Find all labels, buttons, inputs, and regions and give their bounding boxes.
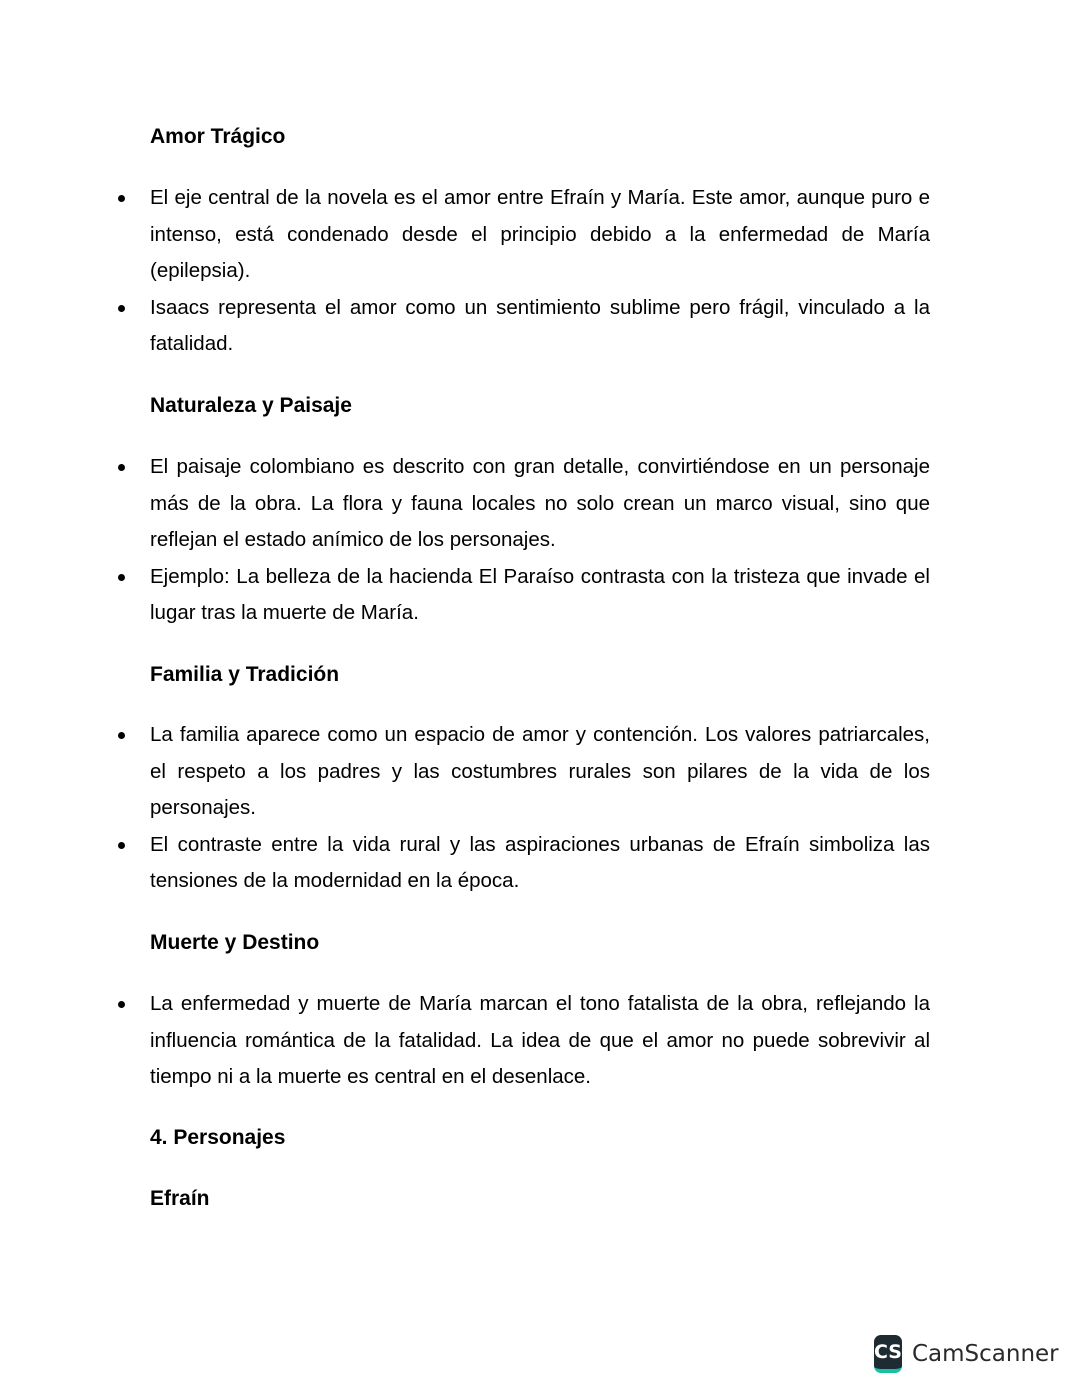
- bullet-icon: [118, 464, 125, 471]
- bullet-icon: [118, 1001, 125, 1008]
- list-item-text: Ejemplo: La belleza de la hacienda El Paraíso contrasta con la tristeza que invade el lugar tras la muerte de María.: [150, 564, 930, 625]
- camscanner-logo-icon: CS: [874, 1335, 902, 1373]
- list-item: [0, 827, 930, 900]
- bullet-icon: [118, 574, 125, 581]
- camscanner-watermark: [874, 1333, 1059, 1375]
- camscanner-wordmark: CamScanner: [911, 1341, 1059, 1367]
- heading-naturaleza-paisaje: Naturaleza y Paisaje: [150, 394, 352, 417]
- bullet-icon: [118, 305, 125, 312]
- heading-amor-tragico: Amor Trágico: [150, 125, 286, 148]
- list-item: [0, 717, 930, 827]
- list-item-text: Isaacs representa el amor como un sentimiento sublime pero frágil, vinculado a la fatalidad.: [150, 295, 930, 356]
- list-item: [0, 986, 930, 1096]
- heading-familia-tradicion: Familia y Tradición: [150, 663, 340, 686]
- list-item-text: La familia aparece como un espacio de amor y contención. Los valores patriarcales, el respeto a los padres y las costumbres rurales son pilares de la vida de los personajes.: [150, 723, 930, 820]
- bullet-list-muerte-destino: [0, 986, 1080, 1096]
- heading-efrain: Efraín: [150, 1187, 210, 1210]
- list-item-text: El paisaje colombiano es descrito con gran detalle, convirtiéndose en un personaje más de la obra. La flora y fauna locales no solo crean un marco visual, sino que reflejan el estado anímico de los personajes.: [150, 455, 930, 552]
- bullet-icon: [118, 842, 125, 849]
- list-item: [0, 290, 930, 363]
- bullet-icon: [118, 732, 125, 739]
- list-item: [0, 180, 930, 290]
- list-item: [0, 559, 930, 632]
- heading-personajes: 4. Personajes: [150, 1126, 286, 1149]
- list-item-text: El contraste entre la vida rural y las aspiraciones urbanas de Efraín simboliza las tensiones de la modernidad en la época.: [150, 832, 930, 893]
- bullet-list-familia-tradicion: [0, 717, 1080, 900]
- bullet-list-amor-tragico: [0, 180, 1080, 363]
- bullet-list-naturaleza-paisaje: [0, 449, 1080, 632]
- bullet-icon: [118, 195, 125, 202]
- heading-muerte-destino: Muerte y Destino: [150, 931, 320, 954]
- list-item: [0, 449, 930, 559]
- list-item-text: El eje central de la novela es el amor entre Efraín y María. Este amor, aunque puro e intenso, está condenado desde el principio debido a la enfermedad de María (epilepsia).: [150, 186, 930, 283]
- list-item-text: La enfermedad y muerte de María marcan el tono fatalista de la obra, reflejando la influencia romántica de la fatalidad. La idea de que el amor no puede sobrevivir al tiempo ni a la muerte es central en el desenlace.: [150, 992, 930, 1089]
